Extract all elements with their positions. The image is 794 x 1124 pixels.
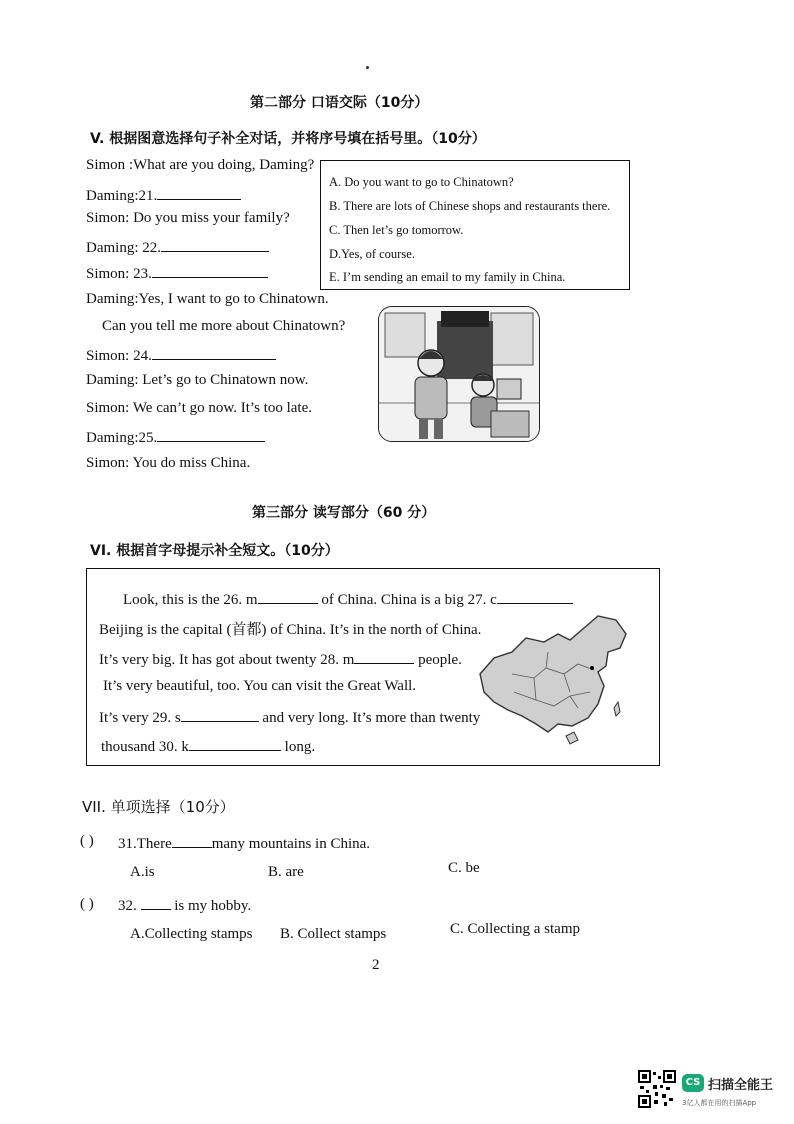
answer-blank-27[interactable]	[497, 589, 573, 604]
part2-title: 第二部分 口语交际（10分）	[250, 95, 429, 111]
answer-blank-24[interactable]	[152, 345, 276, 360]
answer-blank-32[interactable]	[141, 895, 171, 910]
page-number: 2	[372, 957, 380, 973]
mc-option-31c: C. be	[448, 860, 480, 876]
answer-blank-29[interactable]	[181, 707, 259, 722]
answer-blank-31[interactable]	[172, 833, 212, 848]
camscanner-logo-icon: CS	[682, 1074, 704, 1092]
answer-blank-25[interactable]	[157, 427, 265, 442]
passage-line: Beijing is the capital (首都) of China. It’s in the north of China.	[99, 622, 482, 638]
dialogue-line: Daming:25.	[86, 427, 265, 447]
dialogue-line: Simon: Do you miss your family?	[86, 210, 290, 226]
passage-line: thousand 30. k long.	[101, 736, 315, 756]
answer-blank-26[interactable]	[258, 589, 318, 604]
option-a: A. Do you want to go to Chinatown?	[329, 175, 514, 189]
qr-code-icon	[638, 1070, 676, 1108]
camscanner-name: 扫描全能王	[708, 1078, 774, 1093]
part3-title: 第三部分 读写部分（60 分）	[252, 505, 436, 521]
dialogue-illustration	[378, 306, 540, 442]
dialogue-line: Simon: We can’t go now. It’s too late.	[86, 400, 312, 416]
mc-paren-31[interactable]: ( )	[80, 833, 94, 849]
answer-blank-30[interactable]	[189, 736, 281, 751]
dialogue-line: Simon :What are you doing, Daming?	[86, 157, 315, 173]
dialogue-line: Daming:21.	[86, 185, 241, 205]
dialogue-line: Daming: 22.	[86, 237, 269, 257]
option-d: D.Yes, of course.	[329, 247, 415, 261]
dialogue-line: Simon: 23.	[86, 263, 268, 283]
passage-line: It’s very big. It has got about twenty 28. m people.	[99, 649, 462, 669]
mc-option-32c: C. Collecting a stamp	[450, 921, 580, 937]
mc-paren-32[interactable]: ( )	[80, 896, 94, 912]
mc-option-32b: B. Collect stamps	[280, 926, 387, 942]
mc-option-31b: B. are	[268, 864, 304, 880]
passage-line: It’s very beautiful, too. You can visit the Great Wall.	[103, 678, 417, 694]
answer-blank-23[interactable]	[152, 263, 268, 278]
china-map	[474, 612, 638, 750]
mc-question-32: 32. is my hobby.	[118, 895, 251, 915]
options-box	[320, 160, 630, 290]
dialogue-line: Daming:Yes, I want to go to Chinatown.	[86, 291, 329, 307]
dialogue-line: Can you tell me more about Chinatown?	[102, 318, 346, 334]
answer-blank-28[interactable]	[354, 649, 414, 664]
option-e: E. I’m sending an email to my family in China.	[329, 270, 566, 284]
q6-heading: VI. 根据首字母提示补全短文。（10分）	[90, 543, 339, 559]
camscanner-tagline: 3亿人都在用的扫描App	[682, 1099, 757, 1107]
option-c: C. Then let’s go tomorrow.	[329, 223, 464, 237]
q7-heading: VII. 单项选择（10分）	[82, 798, 235, 816]
passage-line: It’s very 29. s and very long. It’s more than twenty	[99, 707, 480, 727]
dialogue-line: Simon: 24.	[86, 345, 276, 365]
answer-blank-22[interactable]	[161, 237, 269, 252]
passage-line: Look, this is the 26. m of China. China is a big 27. c	[123, 589, 573, 609]
dialogue-line: Daming: Let’s go to Chinatown now.	[86, 372, 309, 388]
answer-blank-21[interactable]	[157, 185, 241, 200]
mc-question-31: 31.There many mountains in China.	[118, 833, 370, 853]
mc-option-31a: A.is	[130, 864, 155, 880]
dialogue-line: Simon: You do miss China.	[86, 455, 251, 471]
stray-mark	[366, 66, 369, 69]
option-b: B. There are lots of Chinese shops and restaurants there.	[329, 199, 611, 213]
q5-heading: V. 根据图意选择句子补全对话，并将序号填在括号里。（10分）	[90, 131, 486, 147]
mc-option-32a: A.Collecting stamps	[130, 926, 253, 942]
